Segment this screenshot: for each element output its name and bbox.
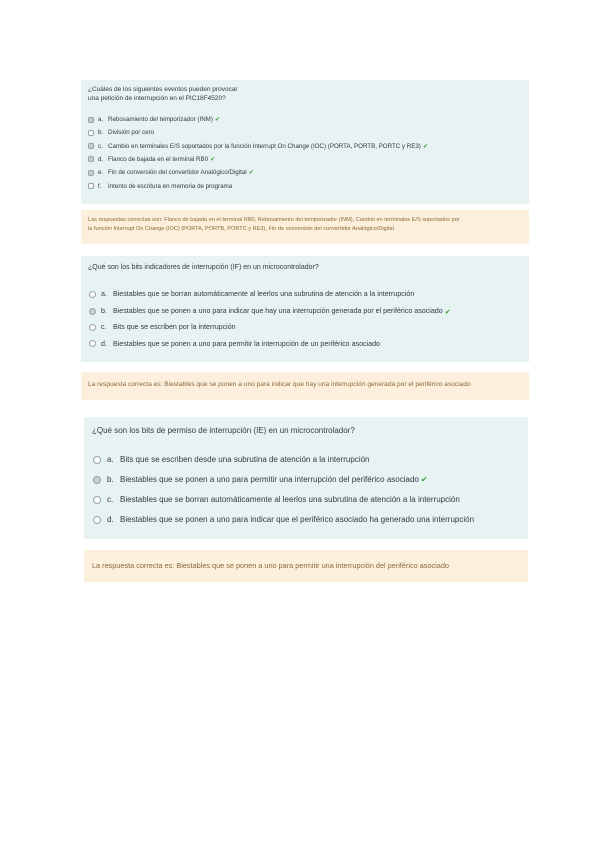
- answer-text: Biestables que se ponen a uno para indicar que el periférico asociado ha generado una interrupción: [120, 515, 475, 524]
- answer-radio[interactable]: [89, 340, 96, 347]
- answer-radio[interactable]: [93, 516, 101, 524]
- answer-checkbox[interactable]: [88, 156, 94, 162]
- answer-letter: d.: [107, 515, 114, 524]
- answer-radio[interactable]: [89, 324, 96, 331]
- question-1-panel: [81, 80, 529, 204]
- answer-checkbox[interactable]: [88, 143, 94, 149]
- answer-checkbox[interactable]: [88, 117, 94, 123]
- answer-option[interactable]: [88, 169, 254, 176]
- answer-checkbox[interactable]: [88, 130, 94, 136]
- correct-check-icon: ✔: [210, 155, 216, 163]
- answer-option[interactable]: [93, 455, 370, 464]
- answer-radio[interactable]: [89, 308, 96, 315]
- answer-radio[interactable]: [93, 476, 101, 484]
- question-3-panel: [84, 417, 528, 539]
- question-1-feedback: Las respuestas correctas son: Flanco de bajada en el terminal RB0, Rebosamiento del temporizador (INM), Cambio en terminales E/S soportados por la función Interrupt On Change (IOC) (PORTA, PORTB, PORTC y RE3), Fin de conversión del convertidor Analógico/Digital: [88, 217, 460, 232]
- question-2-panel: [81, 256, 529, 362]
- question-2-text: ¿Qué son los bits indicadores de interrupción (IF) en un microcontrolador?: [88, 264, 319, 271]
- answer-text: Fin de conversión del convertidor Analógico/Digital: [108, 169, 247, 177]
- question-1-text: ¿Cuáles de los siguientes eventos pueden provocar una petición de interrupción en el PIC18F4520?: [88, 86, 238, 102]
- question-3-feedback-panel: [84, 550, 528, 582]
- answer-letter: b.: [98, 129, 104, 137]
- answer-letter: d.: [98, 155, 104, 163]
- answer-text: Bits que se escriben desde una subrutina de atención a la interrupción: [120, 455, 370, 464]
- question-2-feedback-panel: [81, 372, 529, 400]
- answer-letter: d.: [101, 339, 107, 348]
- answer-option[interactable]: [88, 143, 428, 150]
- answer-radio[interactable]: [89, 291, 96, 298]
- question-2-feedback: La respuesta correcta es: Biestables que se ponen a uno para indicar que hay una interrupción generada por el periférico asociado: [88, 381, 471, 388]
- answer-option[interactable]: [88, 129, 154, 136]
- answer-letter: c.: [98, 142, 103, 150]
- answer-option[interactable]: [88, 183, 232, 190]
- answer-text: Biestables que se ponen a uno para permitir la interrupción de un periférico asociado: [113, 339, 380, 348]
- answer-option[interactable]: [88, 116, 220, 123]
- answer-text: División por cero: [108, 129, 155, 137]
- answer-letter: c.: [107, 495, 114, 504]
- correct-check-icon: ✔: [422, 142, 429, 150]
- answer-letter: a.: [107, 455, 114, 464]
- answer-text: Biestables que se ponen a uno para permitir una interrupción del periférico asociado: [120, 475, 419, 484]
- question-1-feedback-panel: [81, 210, 529, 244]
- answer-radio[interactable]: [93, 456, 101, 464]
- answer-letter: a.: [98, 116, 104, 123]
- question-3-feedback: La respuesta correcta es: Biestables que se ponen a uno para permitir una interrupción del periférico asociado: [92, 561, 449, 570]
- answer-letter: a.: [101, 290, 107, 298]
- answer-option[interactable]: [93, 515, 474, 524]
- answer-option[interactable]: [89, 290, 414, 298]
- answer-text: Biestables que se ponen a uno para indicar que hay una interrupción generada por el periférico asociado: [113, 307, 443, 315]
- answer-text: Intento de escritura en memoria de programa: [108, 182, 233, 190]
- answer-text: Cambio en terminales E/S soportados por la función Interrupt On Change (IOC) (PORTA, PORTB, PORTC y RE3): [108, 142, 421, 150]
- correct-check-icon: ✔: [214, 116, 221, 123]
- correct-check-icon: ✔: [248, 169, 254, 177]
- answer-text: Flanco de bajada en el terminal RB0: [108, 155, 209, 163]
- answer-radio[interactable]: [93, 496, 101, 504]
- correct-check-icon: ✔: [420, 475, 428, 484]
- answer-checkbox[interactable]: [88, 170, 94, 176]
- answer-option[interactable]: [89, 340, 380, 348]
- answer-option[interactable]: [89, 323, 236, 331]
- correct-check-icon: ✔: [444, 307, 451, 316]
- question-3-text: ¿Qué son los bits de permiso de interrupción (IE) en un microcontrolador?: [92, 426, 355, 435]
- answer-option[interactable]: [93, 475, 428, 484]
- answer-text: Biestables que se borran automáticamente al leerlos una subrutina de atención a la interrupción: [120, 495, 460, 504]
- answer-checkbox[interactable]: [88, 183, 94, 189]
- answer-letter: b.: [101, 307, 107, 315]
- answer-text: Biestables que se borran automáticamente al leerlos una subrutina de atención a la interrupción: [113, 290, 415, 298]
- answer-option[interactable]: [93, 495, 460, 504]
- answer-letter: e.: [98, 169, 104, 177]
- answer-option[interactable]: [89, 307, 451, 316]
- answer-letter: c.: [101, 323, 107, 331]
- answer-option[interactable]: [88, 156, 215, 163]
- answer-letter: b.: [107, 475, 114, 484]
- answer-text: Bits que se escriben por la interrupción: [113, 323, 236, 331]
- answer-text: Rebosamiento del temporizador (INM): [108, 116, 213, 123]
- answer-letter: f.: [98, 182, 102, 190]
